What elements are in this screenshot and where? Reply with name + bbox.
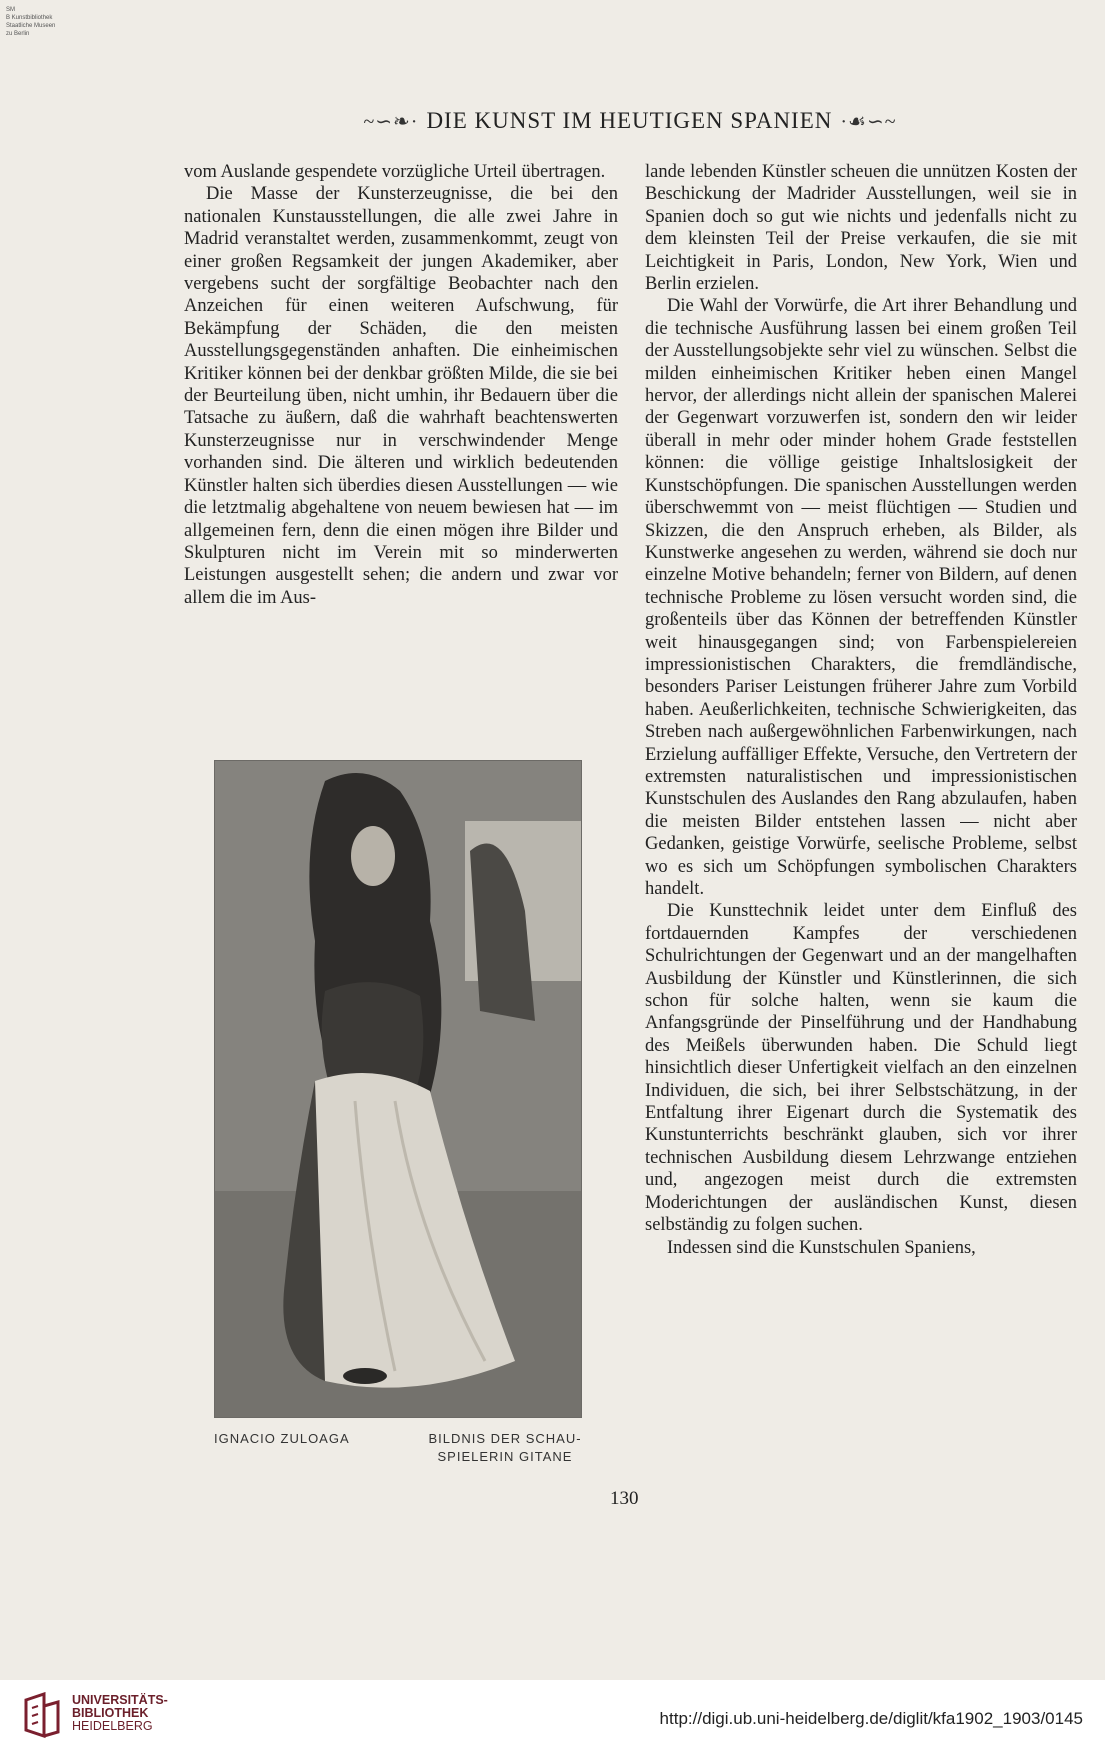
- right-column: [645, 161, 1077, 1259]
- library-name: [72, 1694, 168, 1733]
- stamp-line: zu Berlin: [6, 31, 30, 37]
- caption-title-line: SPIELERIN GITANE: [437, 1449, 573, 1464]
- library-line: UNIVERSITÄTS-: [72, 1693, 168, 1707]
- paragraph: Die Wahl der Vorwürfe, die Art ihrer Behandlung und die technische Ausführung lassen bei einem großen Teil der Ausstellungsobjekte sehr viel zu wünschen. Selbst die milden einheimischen Kritiker heben einen Mangel hervor, der allerdings nicht allein der spanischen Malerei der Gegenwart vorzuwerfen ist, sondern den wir leider überall in mehr oder minder hohem Grade feststellen können: die völlige geistige Inhaltslosigkeit der Kunstschöpfungen. Die spanischen Ausstellungen werden überschwemmt von — meist flüchtigen — Studien und Skizzen, die den Anspruch erheben, als Bilder, als Kunstwerke angesehen zu werden, während sie doch nur einzelne Motive behandeln; ferner von Bildern, auf denen technische Probleme zu lösen versucht worden sind, die großenteils über das Können der betreffenden Künstler weit hinausgegangen sind; von Farbenspielereien impressionistischen Charakters, die fremdländische, besonders Pariser Leistungen früherer Jahre zum Vorbild haben. Aeußerlichkeiten, technische Schwierigkeiten, das Streben nach außergewöhnlichen Farbenwirkungen, nach Erzielung auffälliger Effekte, Versuche, den Vertretern der extremsten naturalistischen und impressionistischen Kunstschulen des Auslandes den Rang abzulaufen, haben die meisten Bilder entstehen lassen — nicht aber Gedanken, geistige Vorwürfe, seelische Probleme, selbst wo es sich um Schöpfungen symbolischen Charakters handelt.: [645, 296, 1077, 899]
- paragraph: Die Kunsttechnik leidet unter dem Einfluß des fortdauernden Kampfes der verschiedenen Schulrichtungen der Gegenwart und an der mangelhaften Ausbildung der Künstler und Künstlerinnen, die sich schon für solche halten, wenn sie kaum die Anfangsgründe der Pinselführung und der Handhabung des Meißels überwunden haben. Die Schuld liegt hinsichtlich dieser Unfertigkeit vielfach an den einzelnen Individuen, die sich, bei ihrer Selbstschätzung, in der Entfaltung ihrer Eigenart durch die Systematik des Kunstunterrichts beschränkt glauben, sich vor ihrer technischen Ausbildung diesem Lehrzwange entziehen und, angezogen meist durch die extremsten Moderichtungen der ausländischen Kunst, diesen selbständig zu folgen suchen.: [645, 901, 1077, 1236]
- paragraph: lande lebenden Künstler scheuen die unnützen Kosten der Beschickung der Madrider Ausstellungen, weil sie in Spanien doch so gut wie nichts und jedenfalls nicht zu dem kleinsten Teil der Preise verkaufen, die sie mit Leichtigkeit in Paris, London, New York, Wien und Berlin erzielen.: [645, 162, 1077, 295]
- ornament-right-icon: ·☙∽~: [840, 110, 897, 133]
- paragraph: Indessen sind die Kunstschulen Spaniens,: [667, 1237, 976, 1258]
- stamp-line: SM: [6, 7, 15, 13]
- paragraph: vom Auslande gespendete vorzügliche Urteil übertragen.: [184, 162, 606, 182]
- library-line: BIBLIOTHEK: [72, 1706, 149, 1720]
- left-column: [184, 161, 618, 609]
- caption-artist: IGNACIO ZULOAGA: [214, 1431, 350, 1446]
- caption-title-line: BILDNIS DER SCHAU-: [428, 1431, 582, 1446]
- source-url-link[interactable]: http://digi.ub.uni-heidelberg.de/diglit/kfa1902_1903/0145: [659, 1709, 1083, 1728]
- stamp-line: B Kunstbibliothek: [6, 15, 53, 21]
- library-stamp: [6, 6, 126, 38]
- paragraph: Die Masse der Kunsterzeugnisse, die bei den nationalen Kunstausstellungen, die alle zwei Jahre in Madrid veranstaltet werden, zusammenkommt, zeugt von einer großen Regsamkeit der jungen Akademiker, aber vergebens sucht der sorgfältige Beobachter nach den Anzeichen für einen weiteren Aufschwung, für Bekämpfung der Schäden, die den meisten Ausstellungsgegenständen anhaften. Die einheimischen Kritiker können bei der denkbar größten Milde, die sie bei der Beurteilung üben, nicht umhin, ihr Bedauern über die Tatsache zu äußern, daß die wahrhaft beachtenswerten Kunsterzeugnisse nur in verschwindender Menge vorhanden sind. Die älteren und wirklich bedeutenden Künstler halten sich überdies diesen Ausstellungen — wie die letztmalig abgehaltene von neuem bewiesen hat — im allgemeinen fern, denn die einen mögen ihre Bilder und Skulpturen nicht im Verein mit so minderwerten Leistungen ausgestellt sehen; die andern und zwar vor allem die im Aus-: [184, 184, 618, 608]
- university-library-logo-icon: [22, 1692, 62, 1740]
- header-title: DIE KUNST IM HEUTIGEN SPANIEN: [426, 108, 833, 133]
- painting-illustration: [215, 761, 581, 1417]
- page-number: 130: [610, 1488, 639, 1509]
- stamp-line: Staatliche Museen: [6, 23, 56, 29]
- ornament-left-icon: ~∽❧·: [363, 110, 419, 133]
- caption-title: [415, 1430, 595, 1466]
- library-line: HEIDELBERG: [72, 1719, 153, 1733]
- running-header: [320, 104, 940, 138]
- portrait-painting: [214, 760, 582, 1418]
